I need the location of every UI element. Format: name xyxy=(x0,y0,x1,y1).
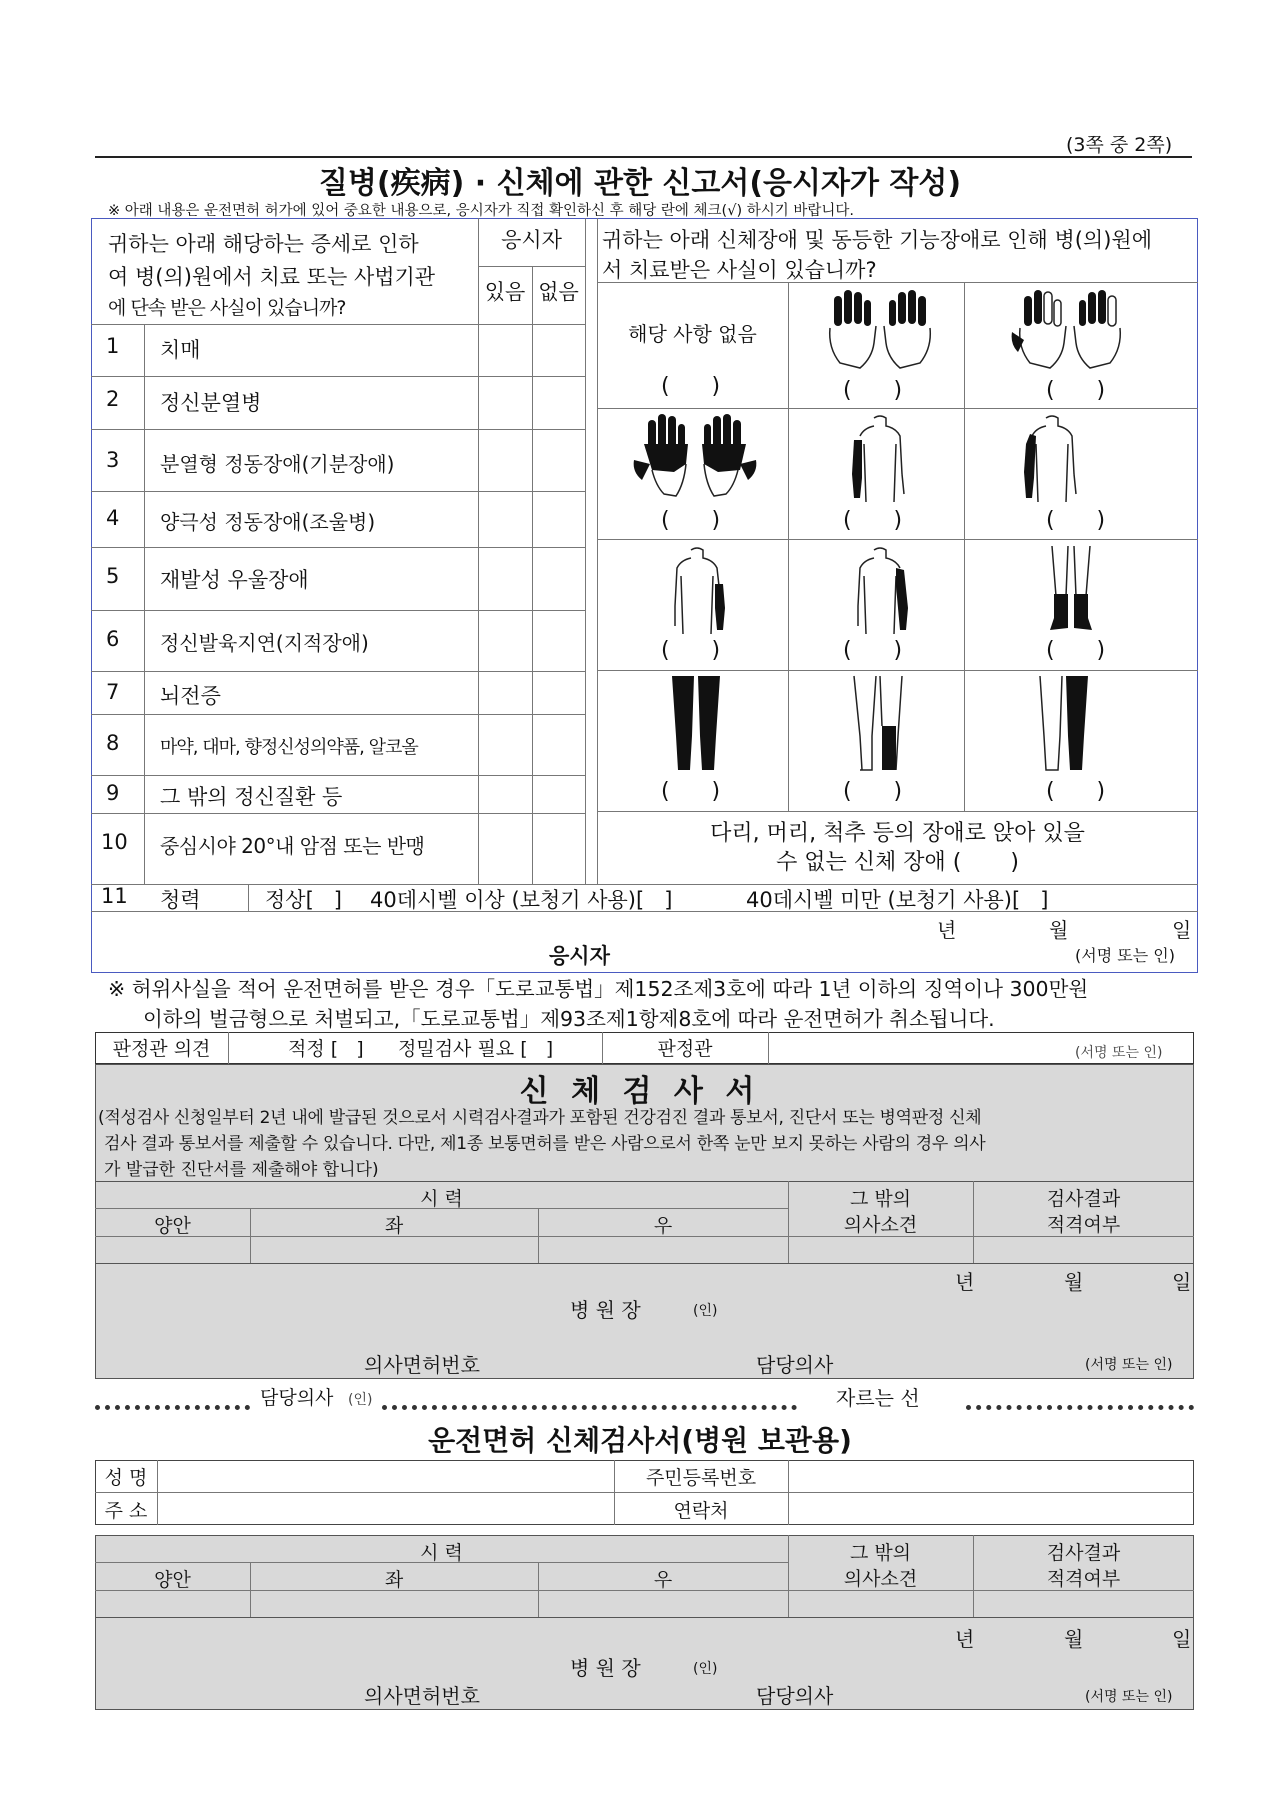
hc-hospital-director-label: 병 원 장 xyxy=(570,1656,641,1680)
suitable-option[interactable]: 적정 [ ] xyxy=(288,1038,364,1060)
hc-right-eye-header: 우 xyxy=(653,1569,673,1591)
yes-header: 있음 xyxy=(484,280,526,304)
cut-doctor-seal[interactable]: (인) xyxy=(348,1392,373,1408)
hc-result-line2: 적격여부 xyxy=(1046,1568,1121,1590)
exam-year-label: 년 xyxy=(955,1270,975,1294)
hc-year-label: 년 xyxy=(955,1627,975,1651)
sitting-disability-line1: 다리, 머리, 척추 등의 장애로 앉아 있을 xyxy=(710,821,1085,846)
hc-both-eyes-field[interactable] xyxy=(96,1591,249,1616)
hc-hospital-director-seal[interactable]: (인) xyxy=(693,1661,718,1677)
vision-header: 시 력 xyxy=(420,1188,463,1210)
legs-whole-icon xyxy=(668,676,724,776)
hearing-num: 11 xyxy=(101,884,128,908)
result-line2: 적격여부 xyxy=(1046,1214,1121,1236)
legs-lower-icon xyxy=(850,676,906,776)
result-line1: 검사결과 xyxy=(1046,1188,1121,1210)
name-field[interactable] xyxy=(158,1461,613,1491)
exam-title: 신 체 검 사 서 xyxy=(519,1074,761,1109)
hc-month-label: 월 xyxy=(1064,1627,1084,1651)
warning-line1: ※ 허위사실을 적어 운전면허를 받은 경우「도로교통법」제152조제3호에 따라 1년 이하의 징역이나 300만원 xyxy=(108,977,1089,1001)
hands-fingers-icon xyxy=(820,288,940,370)
hearing-label: 청력 xyxy=(160,888,201,912)
declaration-notice: ※ 아래 내용은 운전면허 허가에 있어 중요한 내용으로, 응시자가 직접 확인하신 후 해당 란에 체크(√) 하시기 바랍니다. xyxy=(108,203,854,219)
right-eye-header: 우 xyxy=(653,1215,673,1237)
judge-opinion-label: 판정관 의견 xyxy=(112,1038,211,1060)
left-eye-header: 좌 xyxy=(384,1215,404,1237)
warning-line2: 이하의 벌금형으로 처벌되고,「도로교통법」제93조제1항제8호에 따라 운전면허가 취소됩니다. xyxy=(143,1007,995,1031)
hands-partial-fingers-icon xyxy=(1010,288,1130,370)
result-field[interactable] xyxy=(974,1237,1193,1262)
hearing-normal-option[interactable]: 정상[ ] xyxy=(265,888,342,912)
hc-day-label: 일 xyxy=(1172,1627,1192,1651)
check-paren[interactable]: ( ) xyxy=(1046,508,1106,533)
hc-license-number-label: 의사면허번호 xyxy=(364,1684,480,1708)
exam-note-line3: 가 발급한 진단서를 제출해야 합니다) xyxy=(104,1160,379,1180)
hearing-under40-option[interactable]: 40데시벨 미만 (보청기 사용)[ ] xyxy=(746,888,1049,912)
torso-upper-arm-icon xyxy=(848,546,912,634)
judge-sign-field[interactable]: (서명 또는 인) xyxy=(1075,1045,1163,1061)
hc-both-eyes-header: 양안 xyxy=(154,1569,191,1591)
other-opinion-field[interactable] xyxy=(789,1237,972,1262)
hc-result-line1: 검사결과 xyxy=(1046,1542,1121,1564)
cut-dots-middle xyxy=(382,1405,797,1410)
check-paren[interactable]: ( ) xyxy=(843,378,903,403)
applicant-sign-label: 응시자 xyxy=(549,944,610,968)
hc-left-eye-header: 좌 xyxy=(384,1569,404,1591)
hc-other-opinion-field[interactable] xyxy=(789,1591,972,1616)
name-label: 성 명 xyxy=(104,1467,148,1489)
resident-number-label: 주민등록번호 xyxy=(645,1467,757,1489)
license-number-label: 의사면허번호 xyxy=(364,1353,480,1377)
hc-other-opinion-line1: 그 밖의 xyxy=(849,1542,912,1564)
other-opinion-line2: 의사소견 xyxy=(843,1214,918,1236)
doctor-label: 담당의사 xyxy=(756,1353,834,1377)
disease-question-line1: 귀하는 아래 해당하는 증세로 인하 xyxy=(108,232,419,256)
torso-full-arm-icon xyxy=(1020,414,1084,502)
hc-right-eye-field[interactable] xyxy=(539,1591,787,1616)
hc-other-opinion-line2: 의사소견 xyxy=(843,1568,918,1590)
hospital-director-seal[interactable]: (인) xyxy=(693,1303,718,1319)
both-eyes-field[interactable] xyxy=(96,1237,249,1262)
exam-month-label: 월 xyxy=(1064,1270,1084,1294)
hc-vision-header: 시 력 xyxy=(420,1542,463,1564)
left-eye-field[interactable] xyxy=(251,1237,537,1262)
check-paren[interactable]: ( ) xyxy=(661,638,721,663)
legs-one-full-icon xyxy=(1036,676,1092,776)
exam-day-label: 일 xyxy=(1172,1270,1192,1294)
check-paren[interactable]: ( ) xyxy=(1046,638,1106,663)
page-indicator: (3쪽 중 2쪽) xyxy=(1066,134,1173,156)
legs-feet-icon xyxy=(1046,546,1096,636)
disease-question-line3: 에 단속 받은 사실이 있습니까? xyxy=(108,297,346,319)
hc-doctor-sign-field[interactable]: (서명 또는 인) xyxy=(1085,1689,1173,1705)
disability-question-line2: 서 치료받은 사실이 있습니까? xyxy=(602,258,877,282)
date-year-label: 년 xyxy=(937,918,957,942)
address-label: 주 소 xyxy=(104,1500,148,1522)
check-paren[interactable]: ( ) xyxy=(661,779,721,804)
check-paren[interactable]: ( ) xyxy=(843,638,903,663)
sitting-disability-line2[interactable]: 수 없는 신체 장애 ( ) xyxy=(776,850,1019,875)
hospital-director-label: 병 원 장 xyxy=(570,1298,641,1322)
torso-forearm-icon xyxy=(665,546,729,634)
cut-dots-left xyxy=(95,1405,250,1410)
contact-field[interactable] xyxy=(789,1493,1193,1524)
date-day-label: 일 xyxy=(1172,918,1192,942)
hc-result-field[interactable] xyxy=(974,1591,1193,1616)
disease-question-line2: 여 병(의)원에서 치료 또는 사법기관 xyxy=(108,265,436,289)
check-paren[interactable]: ( ) xyxy=(843,508,903,533)
declaration-title: 질병(疾病) · 신체에 관한 신고서(응시자가 작성) xyxy=(318,166,962,201)
hearing-over40-option[interactable]: 40데시벨 이상 (보청기 사용)[ ] xyxy=(370,888,673,912)
check-paren[interactable]: ( ) xyxy=(661,374,721,399)
hc-doctor-label: 담당의사 xyxy=(756,1684,834,1708)
disability-question-line1: 귀하는 아래 신체장애 및 동등한 기능장애로 인해 병(의)원에 xyxy=(602,228,1152,252)
applicant-header: 응시자 xyxy=(501,228,562,252)
hospital-copy-title: 운전면허 신체검사서(병원 보관용) xyxy=(428,1424,852,1457)
contact-label: 연락처 xyxy=(673,1500,729,1522)
check-paren[interactable]: ( ) xyxy=(843,779,903,804)
resident-number-field[interactable] xyxy=(789,1461,1193,1491)
judge-label: 판정관 xyxy=(657,1038,713,1060)
other-opinion-line1: 그 밖의 xyxy=(849,1188,912,1210)
hc-left-eye-field[interactable] xyxy=(251,1591,537,1616)
exam-note-line2: 검사 결과 통보서를 제출할 수 있습니다. 다만, 제1종 보통면허를 받은 사람으로서 한쪽 눈만 보지 못하는 사람의 경우 의사 xyxy=(104,1134,986,1154)
check-paren[interactable]: ( ) xyxy=(661,508,721,533)
both-eyes-header: 양안 xyxy=(154,1215,191,1237)
cut-line-label: 자르는 선 xyxy=(836,1386,920,1410)
exam-note-line1: (적성검사 신청일부터 2년 내에 발급된 것으로서 시력검사결과가 포함된 건강검진 결과 통보서, 진단서 또는 병역판정 신체 xyxy=(98,1108,982,1128)
check-paren[interactable]: ( ) xyxy=(1046,378,1106,403)
not-applicable-label: 해당 사항 없음 xyxy=(628,322,757,346)
date-month-label: 월 xyxy=(1049,918,1069,942)
detailed-exam-option[interactable]: 정밀검사 필요 [ ] xyxy=(398,1038,554,1060)
doctor-sign-field[interactable]: (서명 또는 인) xyxy=(1085,1357,1173,1373)
check-paren[interactable]: ( ) xyxy=(1046,779,1106,804)
cut-dots-right xyxy=(966,1405,1194,1410)
address-field[interactable] xyxy=(158,1493,613,1524)
hands-whole-icon xyxy=(630,414,760,498)
torso-arm-icon xyxy=(848,414,912,502)
applicant-sign-field[interactable]: (서명 또는 인) xyxy=(1075,946,1175,965)
right-eye-field[interactable] xyxy=(539,1237,787,1262)
no-header: 없음 xyxy=(538,280,579,304)
cut-doctor-label: 담당의사 xyxy=(260,1387,334,1409)
